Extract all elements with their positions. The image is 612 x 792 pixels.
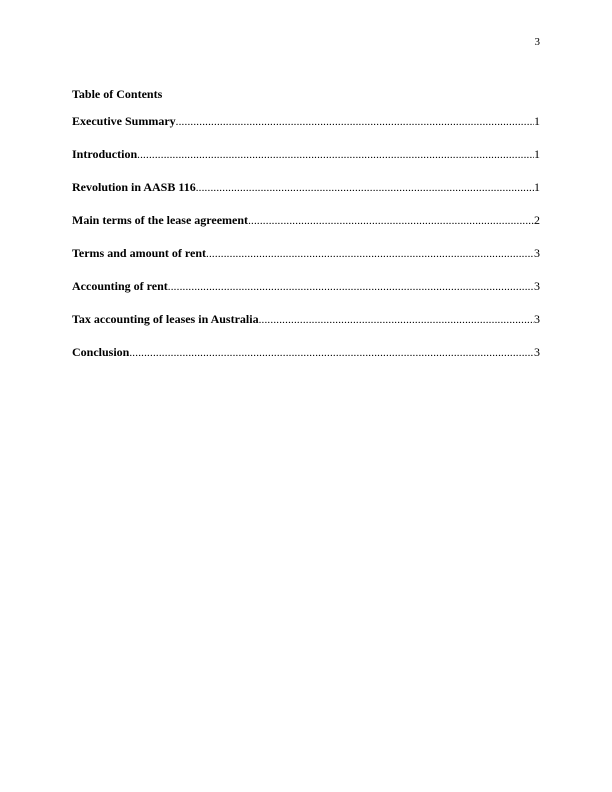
toc-entry-accounting-rent[interactable] — [72, 279, 540, 312]
toc-entry-page: 2 — [534, 213, 540, 227]
toc-dot-leader — [206, 247, 534, 261]
toc-dot-leader — [176, 115, 534, 129]
toc-entry-introduction[interactable] — [72, 147, 540, 180]
toc-entry-label: Introduction — [72, 147, 138, 161]
toc-title: Table of Contents — [72, 87, 163, 101]
toc-entry-page: 1 — [534, 114, 540, 128]
toc-entry-conclusion[interactable] — [72, 345, 540, 378]
toc-entry-label: Revolution in AASB 116 — [72, 180, 196, 194]
toc-dot-leader — [168, 280, 534, 294]
toc-entry-label: Tax accounting of leases in Australia — [72, 312, 259, 326]
toc-entry-executive-summary[interactable] — [72, 114, 540, 147]
toc-entry-label: Accounting of rent — [72, 279, 168, 293]
toc-entry-label: Main terms of the lease agreement — [72, 213, 249, 227]
toc-dot-leader — [259, 313, 534, 327]
toc-dot-leader — [248, 214, 534, 228]
toc-entry-label: Terms and amount of rent — [72, 246, 207, 260]
toc-entry-tax-accounting[interactable] — [72, 312, 540, 345]
toc-dot-leader — [129, 346, 534, 360]
toc-dot-leader — [196, 181, 534, 195]
toc-entry-page: 1 — [534, 180, 540, 194]
toc-entry-revolution-aasb-116[interactable] — [72, 180, 540, 213]
toc-entry-terms-amount-rent[interactable] — [72, 246, 540, 279]
toc-entry-page: 3 — [534, 312, 540, 326]
toc-entry-label: Conclusion — [72, 345, 130, 359]
toc-entry-main-terms[interactable] — [72, 213, 540, 246]
toc-entry-label: Executive Summary — [72, 114, 176, 128]
page-number: 3 — [534, 36, 540, 48]
toc-entry-page: 3 — [534, 246, 540, 260]
toc-entry-page: 3 — [534, 279, 540, 293]
toc-entry-page: 3 — [534, 345, 540, 359]
toc-entry-page: 1 — [534, 147, 540, 161]
table-of-contents — [72, 114, 540, 378]
toc-dot-leader — [137, 148, 534, 162]
